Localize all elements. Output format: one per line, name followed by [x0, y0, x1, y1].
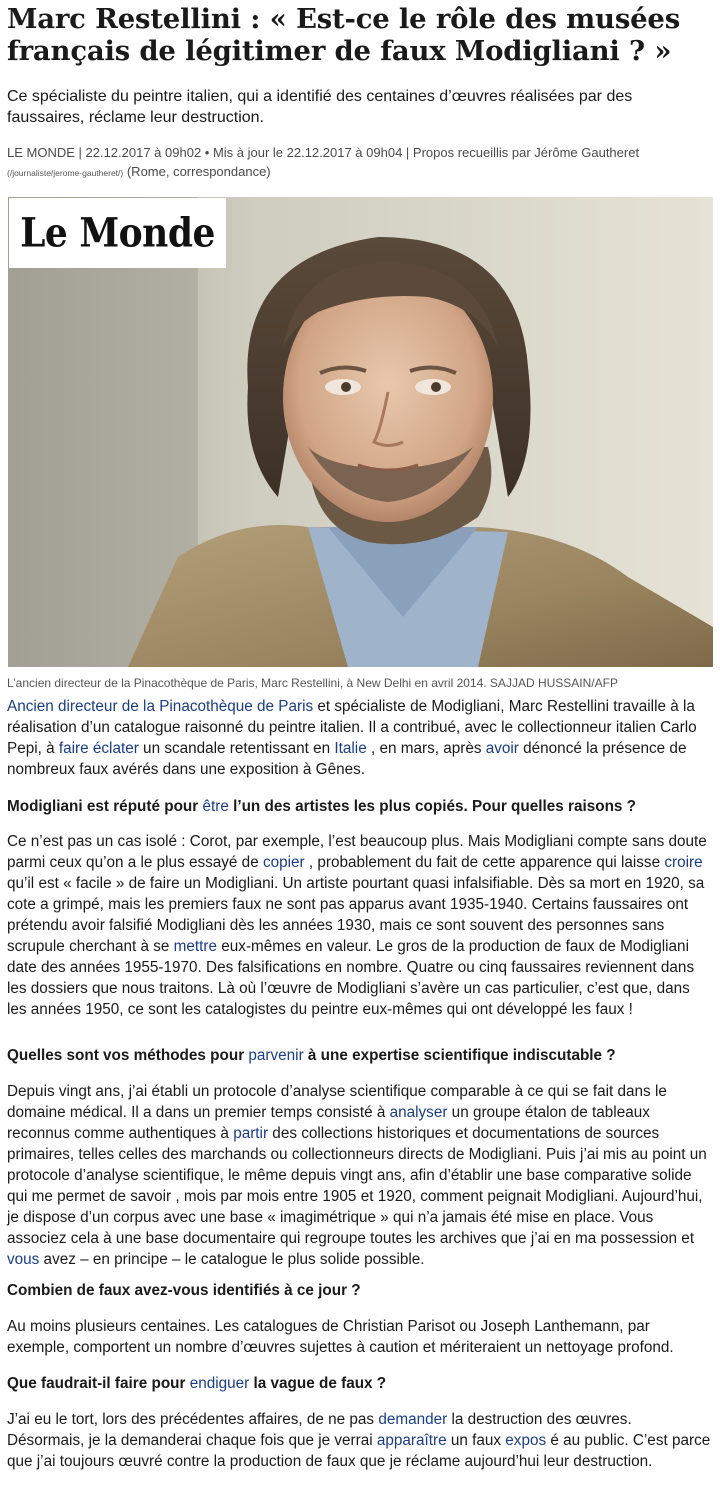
- intro-link-eclater[interactable]: éclater: [92, 740, 139, 757]
- le-monde-logo: [9, 198, 226, 268]
- answer-text: Ce n’est pas un cas isolé : Corot, par exemple, l’est beaucoup plus. Mais Modigliani compte sans doute parmi ceux qu’on a le plus essayé de: [7, 833, 707, 871]
- answer-link-croire[interactable]: croire: [664, 854, 703, 871]
- answer-text: qu’il est « facile » de faire un Modigliani. Un artiste pourtant quasi infalsifiable. Dès sa mort en 1920, sa cote a grimpé, mais les premiers faux ne sont pas apparus avant 1935-1940. Certains faussaires ont prétendu avoir falsifié Modigliani dès les années 1930, mais ce sont souvent des personnes sans scrupule cherchant à se: [7, 875, 705, 955]
- answer-text: J’ai eu le tort, lors des précédentes affaires, de ne pas: [7, 1411, 379, 1428]
- logo-text: Le Monde: [20, 209, 215, 257]
- answer-link-demander[interactable]: demander: [378, 1411, 448, 1428]
- article-photo: [8, 197, 713, 667]
- answer-link-analyser[interactable]: analyser: [389, 1104, 448, 1121]
- intro-link-pinacotheque[interactable]: Ancien directeur de la Pinacothèque de Paris: [7, 698, 314, 715]
- answer-text: Au moins plusieurs centaines. Les catalogues de Christian Parisot ou Joseph Lanthemann, par exemple, comportent un nombre d’œuvres sujettes à caution et mériteraient un nettoyage profond.: [7, 1318, 674, 1356]
- article-meta: [7, 143, 713, 183]
- answer-text: é au public. C’est parce que j’ai toujours œuvré contre la production de faux que je réclame aujourd’hui leur destruction.: [7, 1432, 711, 1470]
- answer-1: [7, 831, 713, 1020]
- question-text: à une expertise scientifique indiscutable ?: [303, 1047, 616, 1064]
- answer-text: , probablement du fait de cette apparence qui laisse: [304, 854, 665, 871]
- answer-link-copier[interactable]: copier: [262, 854, 305, 871]
- question-text: Que faudrait-il faire pour: [7, 1375, 190, 1392]
- answer-link-apparaitre[interactable]: apparaître: [376, 1432, 447, 1449]
- answer-text: un faux: [446, 1432, 506, 1449]
- author-link[interactable]: (/journaliste/jerome-gautheret/): [7, 168, 124, 178]
- answer-text: avez – en principe – le catalogue le plus solide possible.: [39, 1251, 425, 1268]
- question-link-etre[interactable]: être: [202, 798, 229, 815]
- question-text: Quelles sont vos méthodes pour: [7, 1047, 249, 1064]
- question-text: la vague de faux ?: [249, 1375, 387, 1392]
- intro-link-avoir[interactable]: avoir: [485, 740, 519, 757]
- answer-link-vous[interactable]: vous: [7, 1251, 40, 1268]
- answer-link-expos[interactable]: expos: [505, 1432, 547, 1449]
- question-text: Modigliani est réputé pour: [7, 798, 203, 815]
- article-standfirst: Ce spécialiste du peintre italien, qui a identifié des centaines d’œuvres réalisées par des faussaires, réclame leur destruction.: [7, 88, 633, 126]
- answer-3: [7, 1316, 713, 1358]
- meta-byline: LE MONDE | 22.12.2017 à 09h02 • Mis à jour le 22.12.2017 à 09h04 | Propos recueillis par Jérôme Gautheret: [7, 145, 640, 160]
- intro-text: , en mars, après: [366, 740, 486, 757]
- question-text: l’un des artistes les plus copiés. Pour quelles raisons ?: [228, 798, 637, 815]
- intro-link-faire[interactable]: faire: [58, 740, 89, 757]
- photo-caption: L’ancien directeur de la Pinacothèque de Paris, Marc Restellini, à New Delhi en avril 2014. SAJJAD HUSSAIN/AFP: [7, 676, 618, 690]
- answer-text: un groupe étalon de tableaux reconnus comme authentiques à: [7, 1104, 650, 1142]
- answer-2: [7, 1081, 713, 1270]
- answer-link-partir[interactable]: partir: [233, 1125, 269, 1142]
- intro-link-italie[interactable]: Italie: [334, 740, 367, 757]
- article-headline: Marc Restellini : « Est-ce le rôle des musées français de légitimer de faux Modigliani ? »: [7, 3, 681, 67]
- intro-paragraph: [7, 696, 713, 780]
- intro-text: un scandale retentissant en: [138, 740, 335, 757]
- answer-text: Depuis vingt ans, j’ai établi un protocole d’analyse scientifique comparable à ce qui se fait dans le domaine médical. Il a dans un premier temps consisté à: [7, 1083, 667, 1121]
- question-3: [7, 1280, 713, 1301]
- answer-text: eux-mêmes en valeur. Le gros de la production de faux de Modigliani date des années 1955-1970. Des falsifications en nombre. Quatre ou cinq faussaires reviennent dans les dossiers que nous traitons. Là où l’œuvre de Modigliani s’avère un cas particulier, c’est que, dans les années 1950, ce sont les catalogistes du peintre eux-mêmes qui ont développé les faux !: [7, 938, 695, 1018]
- question-4: [7, 1373, 713, 1394]
- answer-4: [7, 1409, 713, 1472]
- intro-text: et spécialiste de Modigliani, Marc Restellini travaille à la réalisation d’un catalogue raisonné du peintre italien. Il a contribué, avec le collectionneur italien Carlo Pepi, à: [7, 698, 697, 757]
- answer-text: la destruction des œuvres. Désormais, je la demanderai chaque fois que je verrai: [7, 1411, 632, 1449]
- meta-location: (Rome, correspondance): [123, 164, 271, 179]
- question-1: [7, 796, 713, 817]
- answer-text: des collections historiques et documentations de sources primaires, telles celles des marchands ou collectionneurs directs de Modigliani. Puis j’ai mis au point un protocole d’analyse scientifique, le même depuis vingt ans, afin d’établir une base comparative solide qui me permet de savoir , mois par mois entre 1905 et 1920, comment peignait Modigliani. Aujourd’hui, je dispose d’un corpus avec une base « imagimétrique » qui n’a jamais été mise en place. Vous associez cela à une base documentaire qui regroupe toutes les archives que j’ai en ma possession et: [7, 1125, 707, 1247]
- question-link-parvenir[interactable]: parvenir: [248, 1047, 304, 1064]
- question-text: Combien de faux avez-vous identifiés à ce jour ?: [7, 1282, 361, 1299]
- question-2: [7, 1045, 713, 1066]
- answer-link-mettre[interactable]: mettre: [173, 938, 218, 955]
- intro-text: dénoncé la présence de nombreux faux avérés dans une exposition à Gênes.: [7, 740, 687, 778]
- question-link-endiguer[interactable]: endiguer: [189, 1375, 250, 1392]
